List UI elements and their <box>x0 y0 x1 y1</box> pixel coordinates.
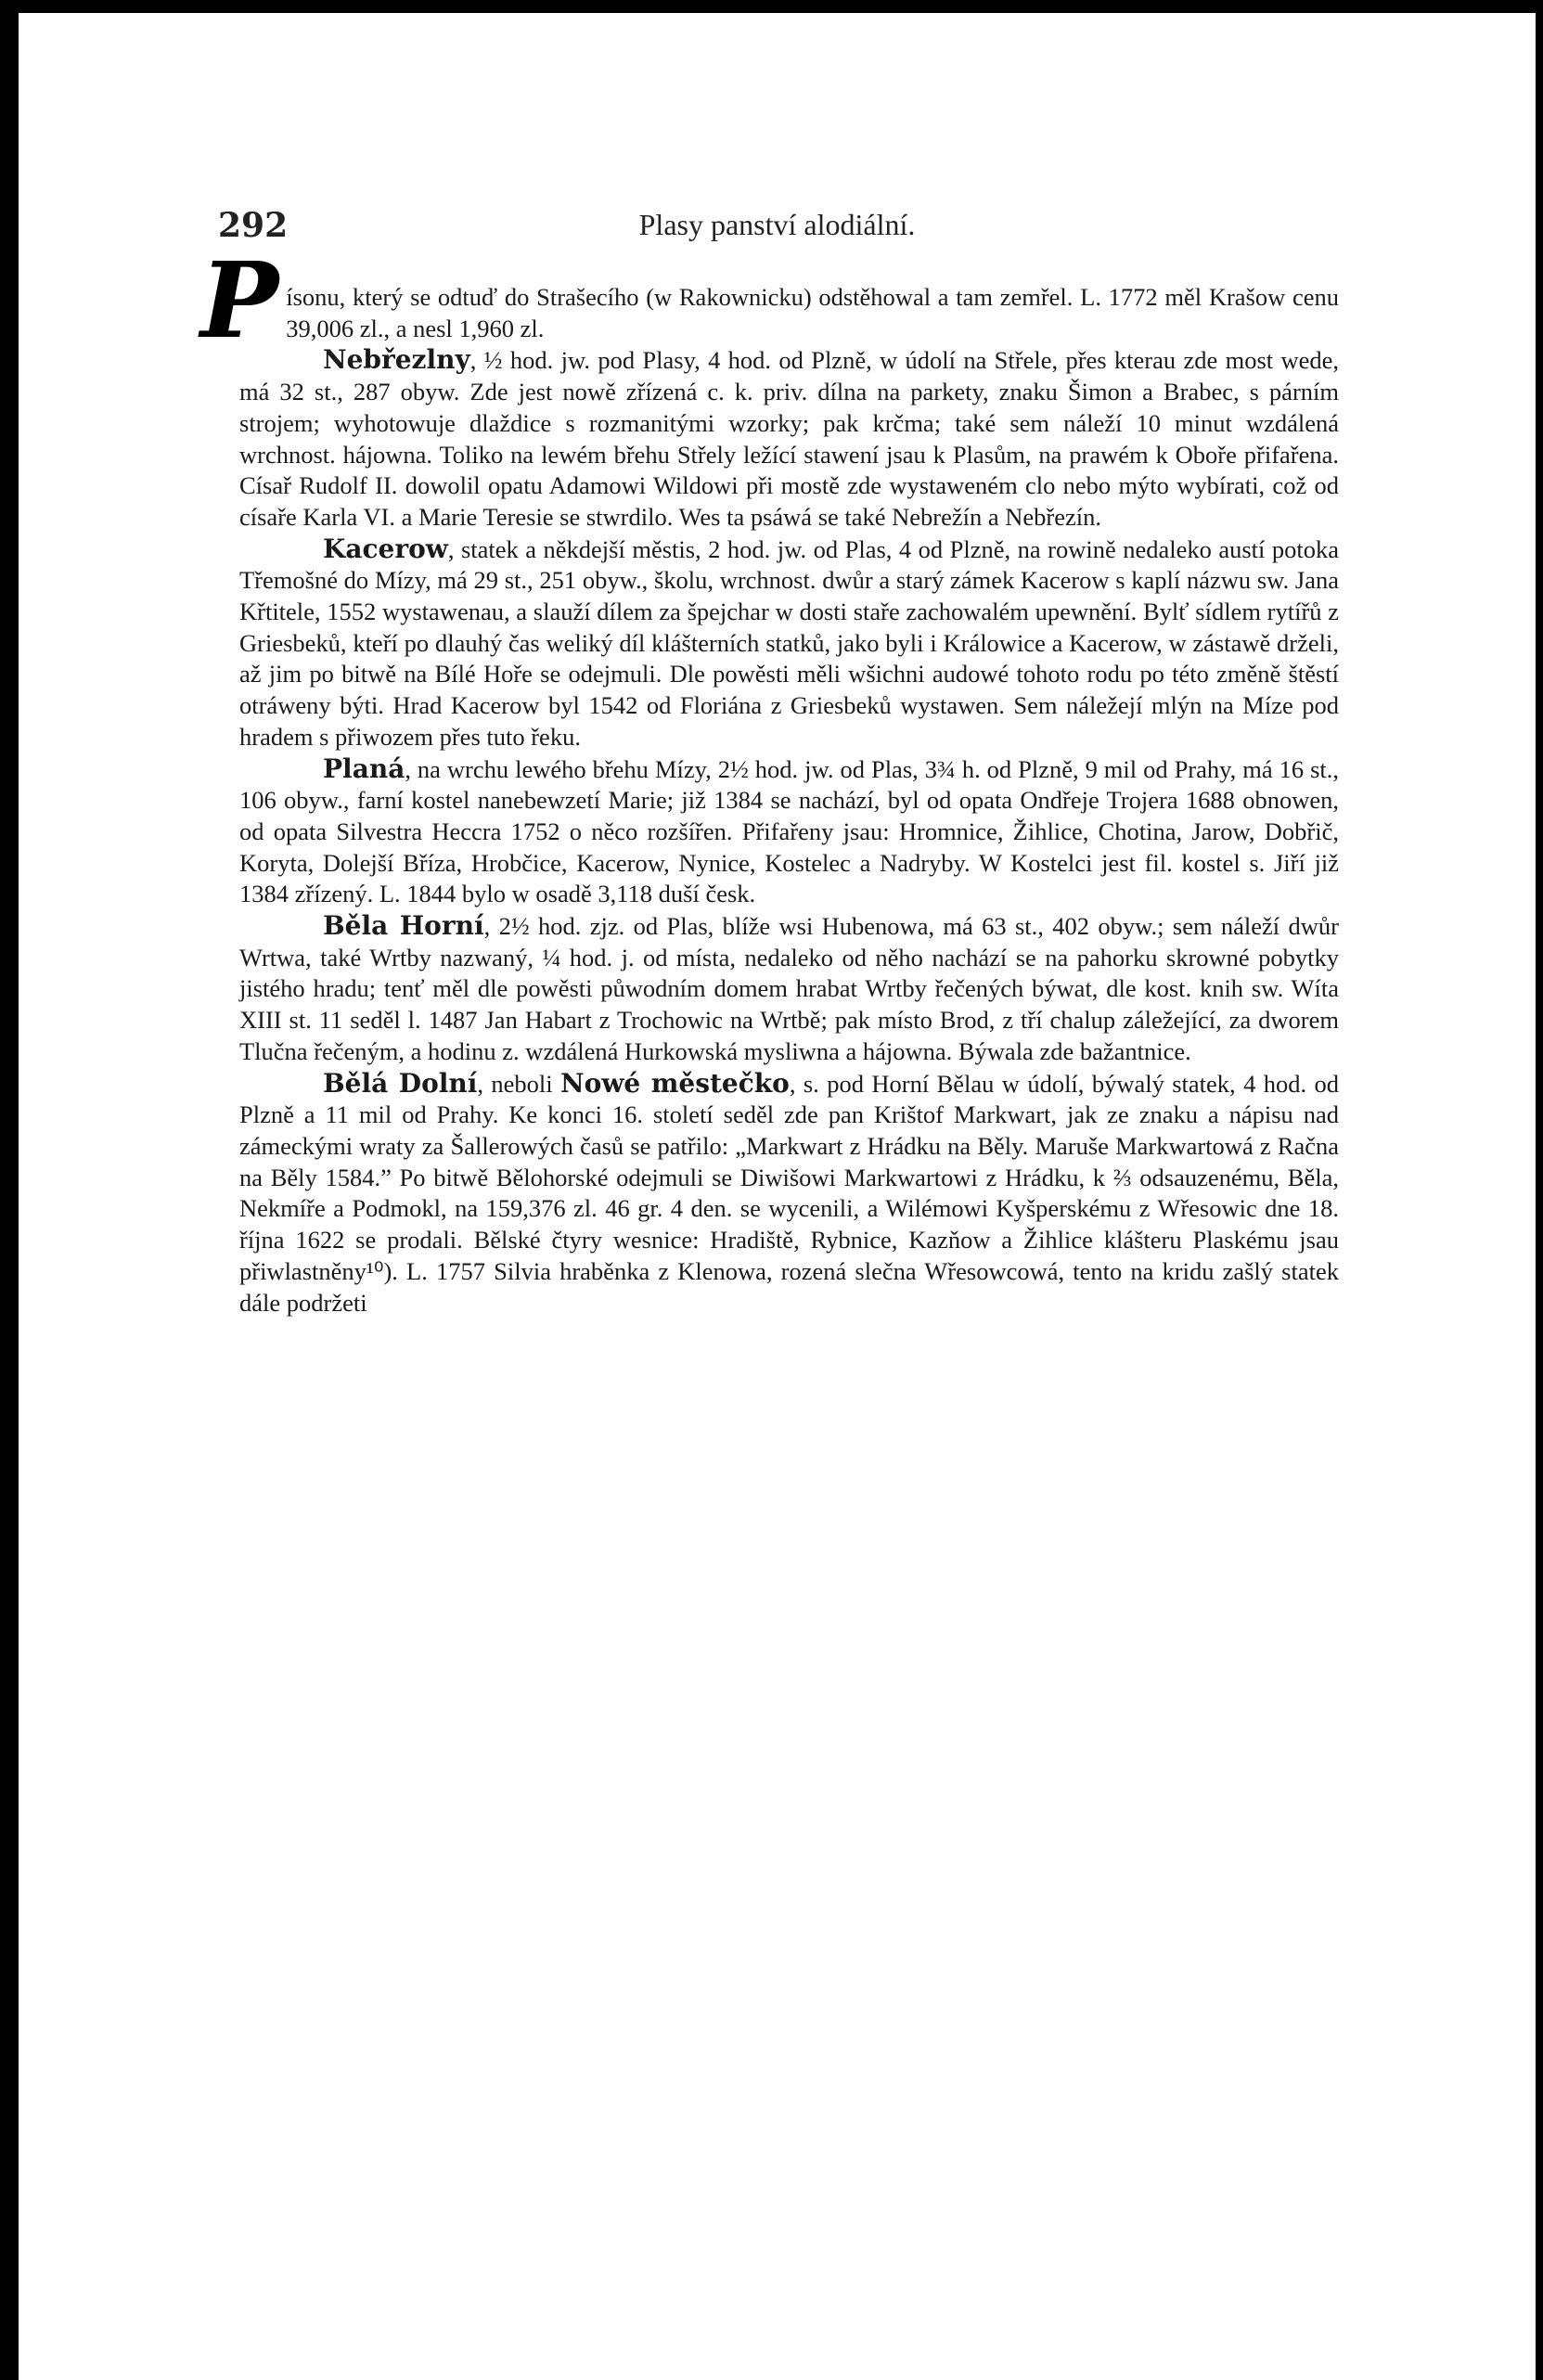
entry-headword: Nebřezlny <box>323 344 470 376</box>
entry-paragraph <box>239 1068 1339 1319</box>
entry-text: , statek a někdejší městis, 2 hod. jw. od Plas, 4 od Plzně, na rowině nedaleko austí potoka Třemošné do Mízy, má 29 st., 251 obyw., školu, wrchnost. dwůr a starý zámek Kacerow s kaplí názwu sw. Jana Křtitele, 1552 wystawenau, a slauží dílem za špejchar w dosti staře zachowalém upewnění. Bylť sídlem rytířů z Griesbeků, kteří po dlauhý čas weliký díl klášterních statků, jako byli i Králowice a Kacerow, w zástawě drželi, až jim po bitwě na Bílé Hoře se odejmuli. Dle powěsti měli wšichni audowé tohoto rodu po této změně štěstí otráweny býti. Hrad Kacerow byl 1542 od Floriána z Griesbeků wystawen. Sem náležejí mlýn na Míze pod hradem s přiwozem přes tuto řeku. <box>239 534 1339 751</box>
scan-border-right <box>1536 0 1543 2380</box>
opening-text: ísonu, který se odtuď do Strašecího (w Rakownicku) odstěhowal a tam zemřel. L. 1772 měl Krašow cenu 39,006 zl., a nesl 1,960 zl. <box>286 283 1339 342</box>
page-number: 292 <box>218 206 289 245</box>
entry-headword: Běla Horní <box>323 910 484 942</box>
entry-connector: , neboli <box>477 1069 561 1098</box>
entry-text: , 2½ hod. zjz. od Plas, blíže wsi Hubenowa, má 63 st., 402 obyw.; sem náleží dwůr Wrtwa, také Wrtby nazwaný, ¼ hod. j. od místa, nedaleko od něho nachází se na pahorku skrowné pobytky jistého hradu; tenť měl dle powěsti půwodním domem hrabat Wrtby řečených býwat, dle kost. knih sw. Wíta XIII st. 11 seděl l. 1487 Jan Habart z Trochowic na Wrtbě; pak místo Brod, z tří chalup záležející, za dworem Tlučna řečeným, a hodinu z. wzdálená Hurkowská mysliwna a hájowna. Býwala zde bažantnice. <box>239 912 1339 1065</box>
entry-paragraph <box>239 910 1339 1068</box>
running-title: Plasy panství alodiální. <box>638 208 916 241</box>
entry-paragraph <box>239 753 1339 911</box>
entry-paragraph <box>239 344 1339 533</box>
scan-border-left <box>0 0 19 2380</box>
entry-headword: Kacerow <box>323 533 448 564</box>
entry-paragraph <box>239 534 1339 753</box>
drop-cap-letter: P <box>200 240 279 362</box>
entry-headword: Bělá Dolní <box>323 1067 478 1099</box>
entry-headword-alt: Nowé městečko <box>560 1067 790 1099</box>
book-page <box>19 13 1536 2380</box>
entry-text: , ½ hod. jw. pod Plasy, 4 hod. od Plzně, w údolí na Střele, přes kterau zde most wede, má 32 st., 287 obyw. Zde jest nowě zřízená c. k. priv. dílna na parkety, znaku Šimon a Brabec, s párním strojem; wyhotowuje dlaždice s rozmanitými wzorky; pak krčma; také sem náleží 10 minut wzdálená wrchnost. hájowna. Toliko na lewém břehu Střely ležící stawení jsau k Plasům, na prawém k Oboře přifařena. Císař Rudolf II. dowolil opatu Adamowi Wildowi při mostě zde wystaweném clo nebo mýto wybírati, což od císaře Karla VI. a Marie Teresie se stwrdilo. Wes ta psáwá se také Nebrežín a Nebřezín. <box>239 346 1339 531</box>
entry-headword: Planá <box>323 753 405 784</box>
entry-text: , na wrchu lewého břehu Mízy, 2½ hod. jw. od Plas, 3¾ h. od Plzně, 9 mil od Prahy, má 16 st., 106 obyw., farní kostel nanebewzetí Marie; již 1384 se nachází, byl od opata Ondřeje Trojera 1688 obnowen, od opata Silvestra Heccra 1752 o něco rozšířen. Přifařeny jsau: Hromnice, Žihlice, Chotina, Jarow, Dobřič, Koryta, Dolejší Bříza, Hrobčice, Kacerow, Nynice, Kostelec a Nadryby. W Kostelci jest fil. kostel s. Jiří již 1384 zřízený. L. 1844 bylo w osadě 3,118 duší česk. <box>239 754 1339 908</box>
entry-text: , s. pod Horní Bělau w údolí, býwalý statek, 4 hod. od Plzně a 11 mil od Prahy. Ke konci 16. století seděl zde pan Krištof Markwart, jak ze znaku a nápisu nad zámeckými wraty za Šallerowých časů se patřilo: „Markwart z Hrádku na Běly. Maruše Markwartowá z Račna na Běly 1584.” Po bitwě Bělohorské odejmuli se Diwišowi Markwartowi z Hrádku, k ⅔ odsauzenému, Běla, Nekmíře a Podmokl, na 159,376 zl. 46 gr. 4 den. se wycenili, a Wilémowi Kyšperskému z Wřesowic dne 18. října 1622 se prodali. Bělské čtyry wesnice: Hradiště, Rybnice, Kazňow a Žihlice klášteru Plaskému jsau přiwlastněny¹⁰). L. 1757 Silvia hraběnka z Klenowa, rozená slečna Wřesowcowá, tento na kridu zašlý statek dále podržeti <box>239 1069 1339 1317</box>
body-text <box>200 240 1339 1319</box>
scan-border-top <box>0 0 1543 13</box>
